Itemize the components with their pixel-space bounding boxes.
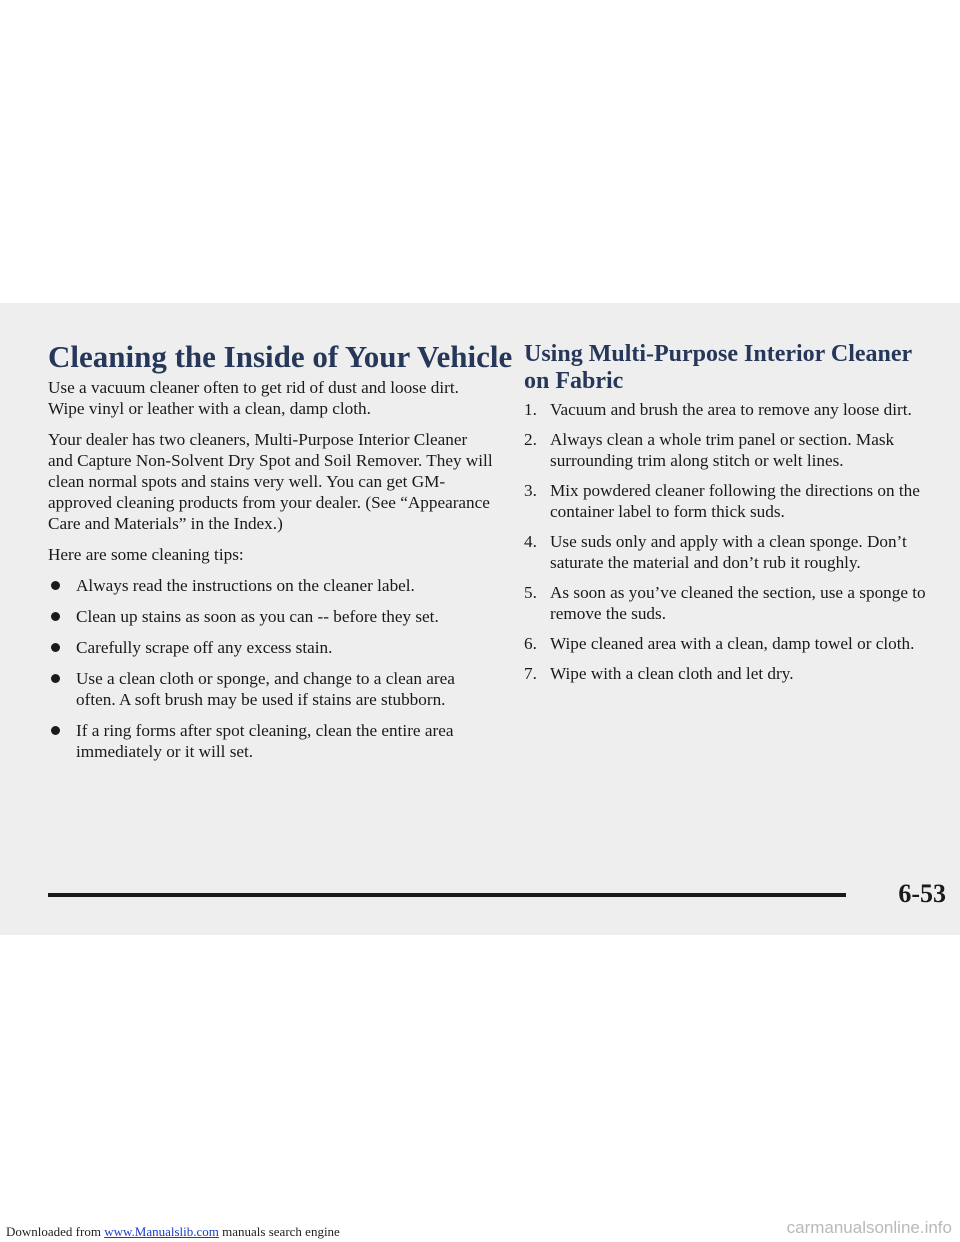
list-item xyxy=(524,663,944,684)
step-text: Wipe cleaned area with a clean, damp towel or cloth. xyxy=(550,634,915,653)
step-text: Wipe with a clean cloth and let dry. xyxy=(550,664,794,683)
tips-intro: Here are some cleaning tips: xyxy=(48,545,244,564)
list-item xyxy=(524,633,944,654)
list-item xyxy=(48,668,496,710)
list-item xyxy=(48,575,496,596)
list-item xyxy=(48,720,496,762)
list-item xyxy=(48,637,496,658)
download-note xyxy=(6,1224,340,1240)
step-number: 6. xyxy=(524,634,537,653)
step-number: 2. xyxy=(524,430,537,449)
intro-paragraph: Use a vacuum cleaner often to get rid of dust and loose dirt. Wipe vinyl or leather with a clean, damp cloth. xyxy=(48,378,459,418)
section-heading-multi-purpose-cleaner: Using Multi-Purpose Interior Cleaner on Fabric xyxy=(524,341,912,394)
tip-text: Clean up stains as soon as you can -- before they set. xyxy=(76,607,439,626)
bullet-icon xyxy=(51,612,60,621)
step-number: 5. xyxy=(524,583,537,602)
section-heading-cleaning-inside: Cleaning the Inside of Your Vehicle xyxy=(48,339,513,374)
tip-text: If a ring forms after spot cleaning, clean the entire area immediately or it will set. xyxy=(76,721,454,761)
step-text: Mix powdered cleaner following the directions on the container label to form thick suds. xyxy=(550,481,920,521)
dealer-cleaners-paragraph: Your dealer has two cleaners, Multi-Purpose Interior Cleaner and Capture Non-Solvent Dry Spot and Soil Remover. They will clean normal spots and stains very well. You can get GM-approved cleaning products from your dealer. (See “Appearance Care and Materials” in the Index.) xyxy=(48,430,493,533)
list-item xyxy=(524,399,944,420)
list-item xyxy=(524,531,944,573)
list-item xyxy=(524,480,944,522)
download-suffix: manuals search engine xyxy=(218,1224,340,1239)
step-number: 4. xyxy=(524,532,537,551)
bullet-icon xyxy=(51,674,60,683)
bullet-icon xyxy=(51,643,60,652)
list-item xyxy=(524,582,944,624)
cleaning-tips-list xyxy=(48,575,496,762)
step-text: As soon as you’ve cleaned the section, use a sponge to remove the suds. xyxy=(550,583,926,623)
step-text: Vacuum and brush the area to remove any loose dirt. xyxy=(550,400,912,419)
cleaning-steps-list xyxy=(524,399,944,684)
step-number: 1. xyxy=(524,400,537,419)
footer-divider xyxy=(48,893,846,897)
manualslib-link[interactable]: www.Manualslib.com xyxy=(104,1224,219,1239)
right-column xyxy=(524,399,944,693)
list-item xyxy=(48,606,496,627)
download-prefix: Downloaded from xyxy=(6,1224,105,1239)
step-text: Use suds only and apply with a clean sponge. Don’t saturate the material and don’t rub it roughly. xyxy=(550,532,907,572)
left-column xyxy=(48,377,496,772)
bullet-icon xyxy=(51,726,60,735)
page-number: 6-53 xyxy=(898,879,946,908)
tip-text: Carefully scrape off any excess stain. xyxy=(76,638,333,657)
tip-text: Always read the instructions on the cleaner label. xyxy=(76,576,415,595)
bullet-icon xyxy=(51,581,60,590)
step-text: Always clean a whole trim panel or section. Mask surrounding trim along stitch or welt lines. xyxy=(550,430,895,470)
step-number: 3. xyxy=(524,481,537,500)
step-number: 7. xyxy=(524,664,537,683)
list-item xyxy=(524,429,944,471)
watermark: carmanualsonline.info xyxy=(786,1218,952,1237)
tip-text: Use a clean cloth or sponge, and change to a clean area often. A soft brush may be used if stains are stubborn. xyxy=(76,669,455,709)
